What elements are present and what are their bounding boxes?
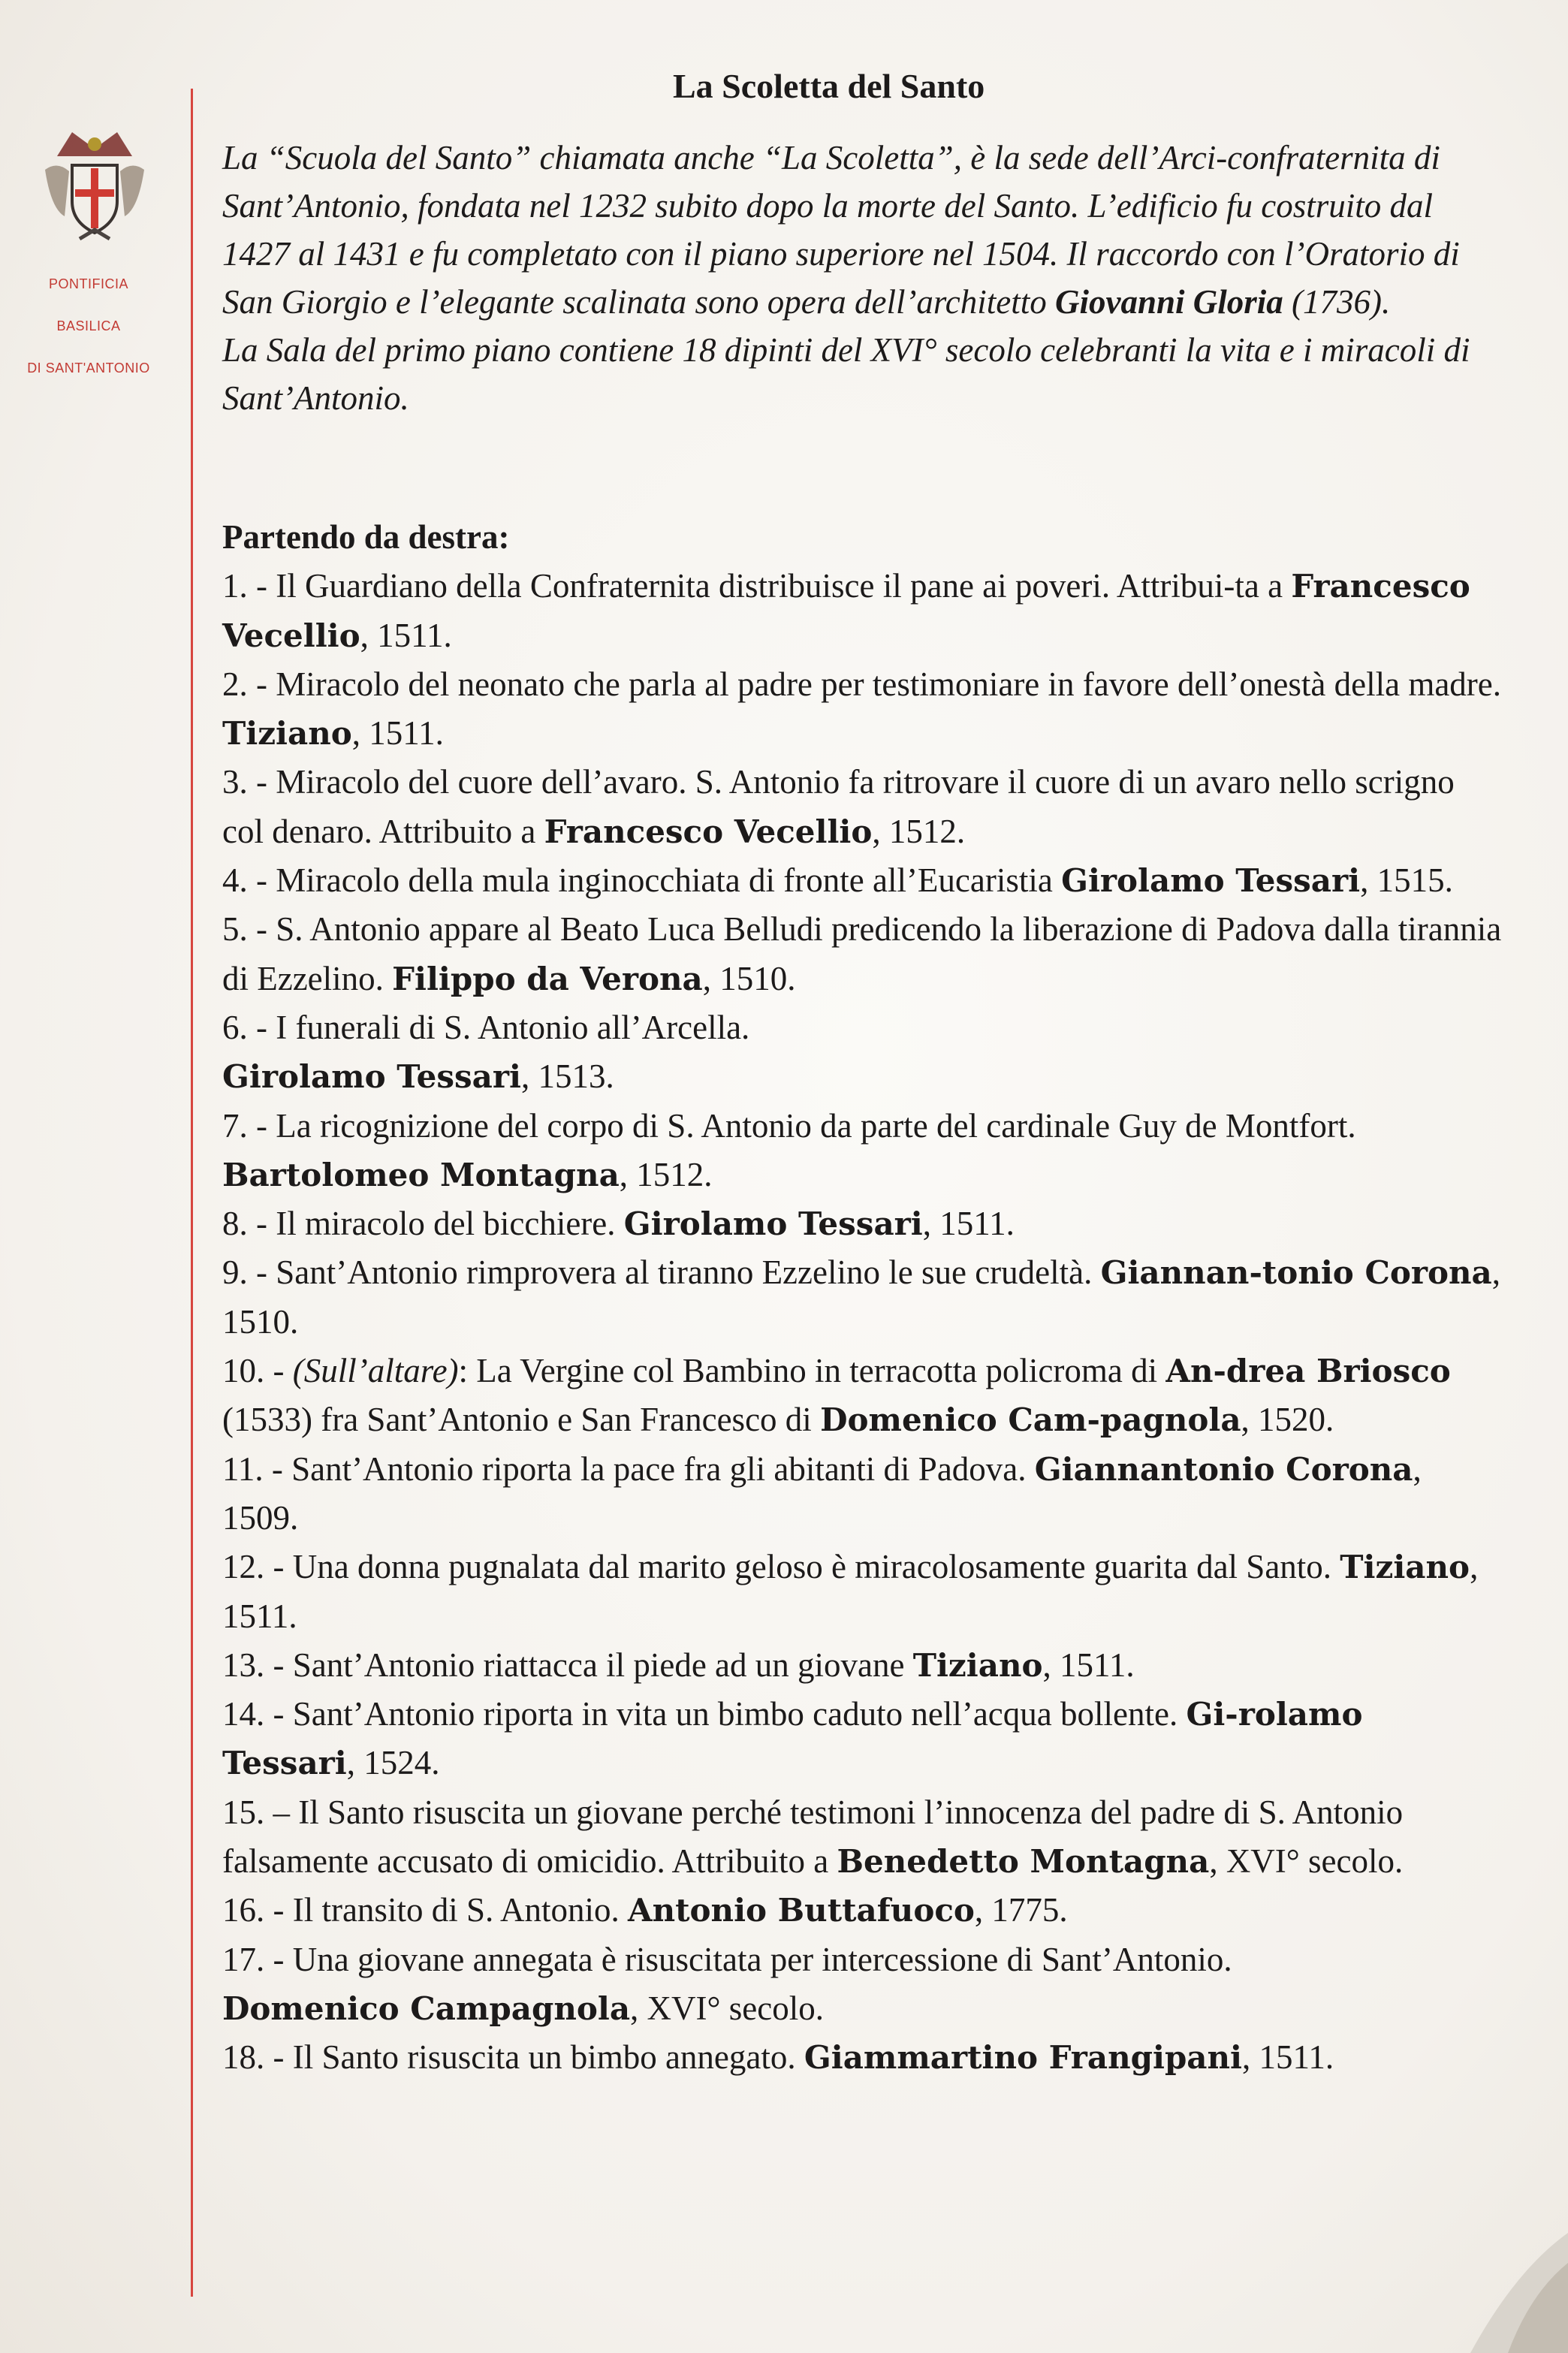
artist-name: Francesco Vecellio [544, 813, 873, 850]
item-date: , XVI° secolo. [630, 1989, 824, 2027]
item-text: 11. - Sant’Antonio riporta la pace fra gli abitanti di Padova. [222, 1450, 1035, 1488]
list-item [222, 1886, 1503, 1935]
page-title: La Scoletta del Santo [673, 67, 985, 105]
intro-paragraph-2: La Sala del primo piano contiene 18 dipinti del XVI° secolo celebranti la vita e i miracoli di Sant’Antonio. [222, 331, 1470, 417]
item-date: , 1511. [360, 616, 452, 654]
item-date: , XVI° secolo. [1209, 1842, 1404, 1881]
item-text: 6. - I funerali di S. Antonio all’Arcella. [222, 1008, 750, 1046]
item-text: 5. - S. Antonio appare al Beato Luca Belludi predicendo la liberazione di Padova dalla tirannia di Ezzelino. [222, 910, 1502, 997]
institution-line-2: BASILICA [56, 318, 121, 333]
item-date: , 1512. [872, 812, 966, 850]
item-text: 12. - Una donna pugnalata dal marito geloso è miracolosamente guarita dal Santo. [222, 1548, 1340, 1586]
item-date: , 1510. [222, 1253, 1501, 1341]
list-item [222, 856, 1503, 905]
list-item [222, 905, 1503, 1003]
item-text: 4. - Miracolo della mula inginocchiata di fronte all’Eucaristia [222, 861, 1062, 900]
architect-name: Giovanni Gloria [1054, 283, 1283, 321]
item-date: , 1511. [1042, 1646, 1135, 1684]
institution-line-1: PONTIFICIA [48, 276, 128, 291]
item-date: , 1775. [974, 1891, 1068, 1929]
institution-line-3: DI SANT'ANTONIO [27, 360, 150, 376]
list-heading: Partendo da destra: [222, 518, 510, 556]
artist-name: Francesco Vecellio [222, 568, 1470, 654]
item-text: 16. - Il transito di S. Antonio. [222, 1891, 628, 1929]
artist-name: Domenico Campagnola [222, 1989, 631, 2027]
item-date: , 1524. [346, 1744, 440, 1782]
intro-paragraph-1 [222, 134, 1506, 326]
artist-name: Gi-rolamo Tessari [222, 1696, 1363, 1782]
list-item [222, 660, 1503, 759]
item-date: , 1520. [1241, 1401, 1334, 1439]
item-text: 13. - Sant’Antonio riattacca il piede ad un giovane [222, 1646, 913, 1684]
item-date: (1533) fra Sant’Antonio e San Francesco di [222, 1401, 821, 1439]
artist-name: Girolamo Tessari [623, 1205, 923, 1243]
item-date: , 1511. [351, 714, 444, 753]
artist-name: Bartolomeo Montagna [222, 1156, 620, 1193]
artist-name: Tiziano [912, 1646, 1043, 1684]
item-text: 7. - La ricognizione del corpo di S. Antonio da parte del cardinale Guy de Montfort. [222, 1106, 1356, 1145]
item-text: : La Vergine col Bambino in terracotta policroma di [458, 1352, 1166, 1390]
artist-name: Tiziano [1340, 1549, 1470, 1586]
list-item [222, 1788, 1503, 1887]
curled-corner [1425, 2210, 1568, 2353]
item-text: 8. - Il miracolo del bicchiere. [222, 1205, 624, 1243]
list-item [222, 1347, 1503, 1445]
intro-text [222, 134, 1506, 422]
item-date: , 1509. [222, 1450, 1422, 1537]
intro-text-a: La “Scuola del Santo” chiamata anche “La Scoletta”, è la sede dell’Arci-confraternita di Sant’Antonio, fondata nel 1232 subito dopo la morte del Santo. L’edificio fu costruito dal 1427 al 1431 e fu completato con il piano superiore nel 1504. Il raccordo con l’Oratorio di San Giorgio e l’elegante scalinata sono opera dell’architetto [222, 139, 1460, 321]
item-text: 2. - Miracolo del neonato che parla al padre per testimoniare in favore dell’onestà della madre. [222, 665, 1502, 703]
item-text: 14. - Sant’Antonio riporta in vita un bimbo caduto nell’acqua bollente. [222, 1695, 1187, 1733]
item-date: , 1511. [922, 1205, 1015, 1243]
list-item [222, 758, 1503, 856]
list-item [222, 562, 1503, 660]
list-item [222, 1543, 1503, 1641]
list-item [222, 1199, 1503, 1248]
artist-name: Giannantonio Corona [1034, 1450, 1413, 1488]
item-date: , 1511. [1242, 2038, 1334, 2077]
item-text: 17. - Una giovane annegata è risuscitata per intercessione di Sant’Antonio. [222, 1940, 1232, 1978]
list-item [222, 1445, 1503, 1543]
paintings-list [222, 513, 1503, 2083]
item-date: , 1513. [520, 1057, 614, 1096]
artist-name: Girolamo Tessari [222, 1058, 521, 1096]
intro-text-b: (1736). [1283, 283, 1391, 321]
artist-name: Antonio Buttafuoco [628, 1892, 975, 1929]
margin-rule [191, 89, 193, 2297]
coat-of-arms-icon [35, 126, 155, 246]
list-item [222, 2033, 1503, 2082]
artist-name: Tiziano [222, 715, 352, 753]
list-item [222, 1003, 1503, 1102]
item-date: , 1510. [702, 959, 796, 997]
list-item [222, 1690, 1503, 1788]
artist-name: Giammartino Frangipani [804, 2039, 1243, 2077]
item-text: 15. – Il Santo risuscita un giovane perché testimoni l’innocenza del padre di S. Antonio falsamente accusato di omicidio. Attribuito a [222, 1793, 1404, 1881]
item-text: 9. - Sant’Antonio rimprovera al tiranno Ezzelino le sue crudeltà. [222, 1253, 1101, 1292]
list-item [222, 1102, 1503, 1200]
item-italic-note: (Sull’altare) [292, 1352, 459, 1390]
item-text: 3. - Miracolo del cuore dell’avaro. S. Antonio fa ritrovare il cuore di un avaro nello scrigno col denaro. Attribuito a [222, 763, 1455, 850]
artist-name: An-drea Briosco [1165, 1353, 1451, 1390]
item-text: 1. - Il Guardiano della Confraternita distribuisce il pane ai poveri. Attribui-ta a [222, 567, 1292, 605]
artist-name: Benedetto Montagna [837, 1843, 1210, 1881]
item-text: 10. - [222, 1352, 293, 1390]
artist-name: Girolamo Tessari [1061, 862, 1361, 900]
list-item [222, 1935, 1503, 2034]
item-text: 18. - Il Santo risuscita un bimbo annegato. [222, 2038, 804, 2077]
item-date: , 1511. [222, 1548, 1479, 1635]
artist-name: Giannan-tonio Corona [1100, 1254, 1492, 1292]
list-item [222, 1248, 1503, 1347]
artist-name: Domenico Cam-pagnola [820, 1401, 1241, 1439]
item-date: , 1515. [1360, 861, 1453, 900]
item-date: , 1512. [619, 1155, 713, 1193]
artist-name: Filippo da Verona [392, 960, 703, 997]
list-item [222, 1641, 1503, 1690]
